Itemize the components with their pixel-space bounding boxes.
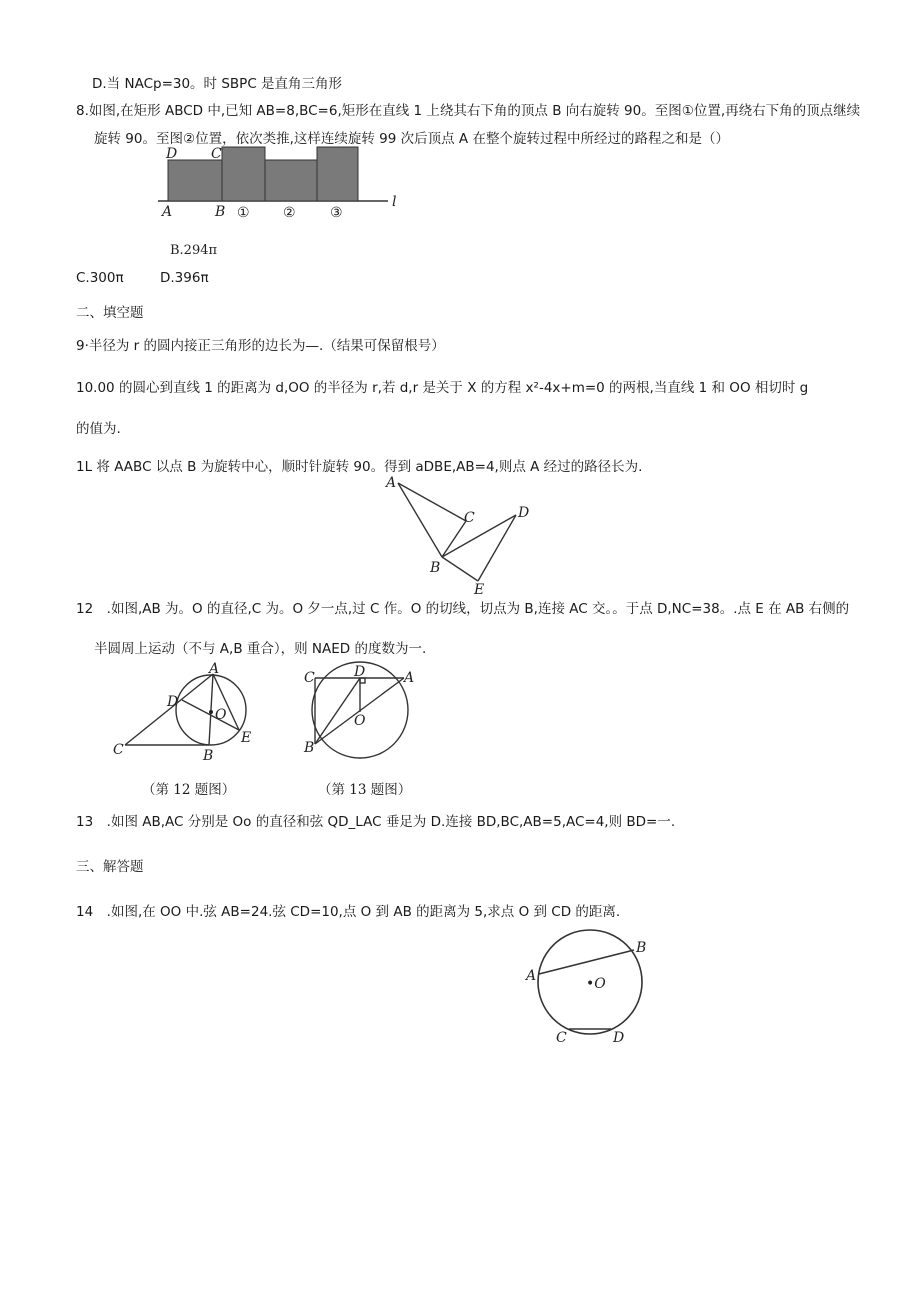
q8-option-b: B.294π	[170, 243, 218, 258]
q14-figure	[520, 922, 660, 1047]
label-C: C	[464, 510, 475, 526]
label-pos3: ③	[330, 205, 343, 221]
label-D: D	[166, 146, 178, 162]
center-dot	[209, 710, 213, 714]
label-C: C	[304, 670, 315, 686]
segment-de	[478, 515, 516, 581]
q12-stem-line2: 半圆周上运动（不与 A,B 重合），则 NAED 的度数为一.	[94, 641, 427, 657]
label-E: E	[241, 730, 252, 746]
q12-stem-line1: 12 .如图,AB 为。O 的直径,C 为。O 夕一点,过 C 作。O 的切线，切点为 B,连接 AC 交。。于点 D,NC=38。.点 E 在 AB 右侧的	[76, 601, 850, 617]
rect-pos2	[265, 160, 317, 201]
q11-figure	[380, 475, 540, 600]
q10-stem-line2: 的值为.	[76, 421, 121, 437]
label-A: A	[404, 670, 415, 686]
segment-bd	[442, 515, 516, 557]
label-D: D	[518, 505, 530, 521]
label-A: A	[526, 968, 537, 984]
q8-figure	[150, 142, 400, 264]
q9-stem: 9·半径为 r 的圆内接正三角形的边长为—.（结果可保留根号）	[76, 338, 445, 354]
q7-option-d: D.当 NACp=30。时 SBPC 是直角三角形	[92, 76, 343, 92]
label-D: D	[613, 1030, 625, 1046]
q11-stem: 1L 将 AABC 以点 B 为旋转中心，顺时针旋转 90。得到 aDBE,AB=4,则点 A 经过的路径长为.	[76, 459, 643, 475]
label-A: A	[209, 661, 220, 677]
label-O: •O	[586, 976, 606, 992]
segment-cb	[442, 521, 466, 557]
rect-pos3	[317, 147, 358, 201]
label-D: D	[167, 694, 179, 710]
q12-figure	[105, 660, 270, 765]
q8-option-c: C.300π	[76, 270, 124, 286]
q13-figure	[298, 660, 428, 765]
q8-stem-line2: 旋转 90。至图②位置，依次类推,这样连续旋转 99 次后顶点 A 在整个旋转过程中所经过的路程之和是（）	[94, 131, 729, 147]
q8-stem-line1: 8.如图,在矩形 ABCD 中,已知 AB=8,BC=6,矩形在直线 1 上绕其右下角的顶点 B 向右旋转 90。至图①位置,再绕右下角的顶点继续	[76, 103, 861, 119]
label-A: A	[386, 475, 397, 491]
rect-pos1	[222, 147, 265, 201]
label-l: l	[392, 194, 397, 210]
label-B: B	[304, 740, 315, 756]
rect-abcd	[168, 160, 222, 201]
q8-option-d: D.396π	[160, 270, 209, 286]
diameter-ab	[209, 674, 213, 745]
segment-ac	[398, 483, 466, 521]
label-B: B	[430, 560, 441, 576]
q13-stem: 13 .如图 AB,AC 分别是 Oo 的直径和弦 QD_LAC 垂足为 D.连接 BD,BC,AB=5,AC=4,则 BD=一.	[76, 814, 676, 830]
label-E: E	[474, 582, 485, 598]
q14-stem: 14 .如图,在 OO 中.弦 AB=24.弦 CD=10,点 O 到 AB 的距离为 5,求点 O 到 CD 的距离.	[76, 904, 621, 920]
label-C: C	[211, 146, 222, 162]
label-C: C	[113, 742, 124, 758]
segment-bd	[315, 678, 360, 744]
section-answer-title: 三、解答题	[76, 859, 144, 875]
segment-ab	[398, 483, 442, 557]
section-fill-in-title: 二、填空题	[76, 305, 144, 321]
label-pos1: ①	[237, 205, 250, 221]
label-B: B	[203, 748, 214, 764]
label-D: D	[354, 664, 366, 680]
label-C: C	[556, 1030, 567, 1046]
label-B: B	[215, 204, 226, 220]
q12-figure-caption: （第 12 题图）	[142, 782, 236, 798]
label-pos2: ②	[283, 205, 296, 221]
chord-ab	[539, 950, 634, 974]
label-B: B	[636, 940, 647, 956]
segment-eb	[442, 557, 478, 581]
label-O: O	[354, 713, 366, 729]
label-O: O	[215, 707, 227, 723]
q10-stem-line1: 10.00 的圆心到直线 1 的距离为 d,OO 的半径为 r,若 d,r 是关于 X 的方程 x²-4x+m=0 的两根,当直线 1 和 OO 相切时 g	[76, 380, 809, 396]
q13-figure-caption: （第 13 题图）	[318, 782, 412, 798]
label-A: A	[162, 204, 173, 220]
